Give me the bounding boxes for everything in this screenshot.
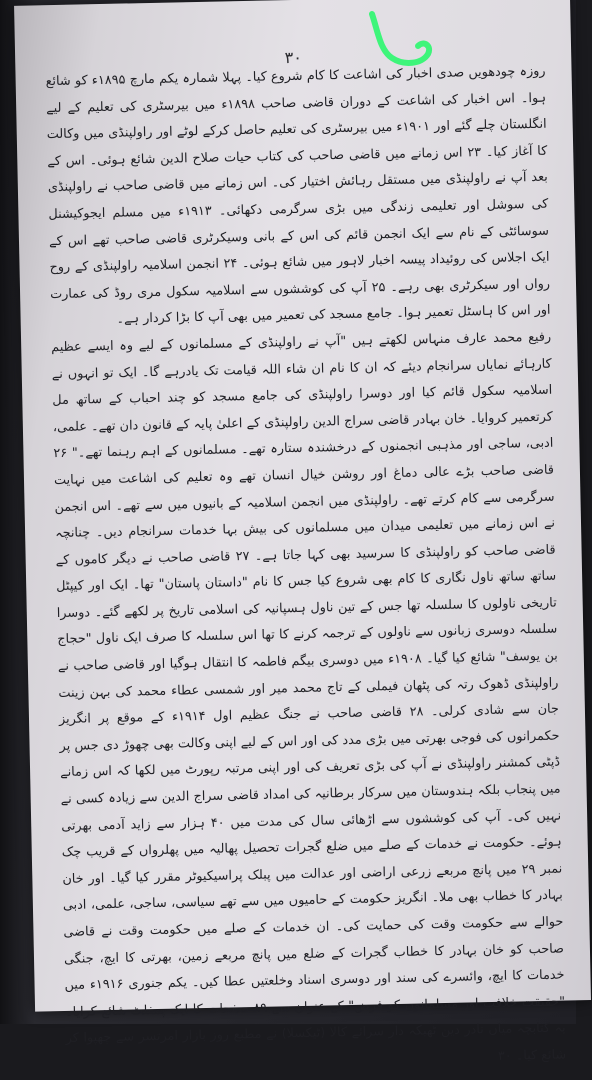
book-page <box>14 0 591 1064</box>
page-number: ۳۰ <box>284 47 302 68</box>
page-body <box>45 59 566 1080</box>
paragraph: روزہ چودھویں صدی اخبار کی اشاعت کا کام شروع کیا۔ پہلا شمارہ یکم مارچ ۱۸۹۵ء کو شائع ہوا۔ اس اخبار کی اشاعت کے دوران قاضی صاحب ۱۸۹۸ء میں بیرسٹری کی تعلیم کے لیے انگلستان چلے گئے اور ۱۹۰۱ء میں بیرسٹری کی تعلیم حاصل کرکے لوٹے اور راولپنڈی میں وکالت کا آغاز کیا۔ ۲۳ اس زمانے میں قاضی صاحب کی کتاب حیات صلاح الدین شائع ہوئی۔ اس کے بعد آپ نے راولپنڈی میں مستقل رہائش اختیار کی۔ اس زمانے میں قاضی صاحب نے راولپنڈی کی سوشل اور تعلیمی زندگی میں بڑی سرگرمی دکھائی۔ ۱۹۱۳ء میں مسلم ایجوکیشنل سوسائٹی کے نام سے ایک انجمن قائم کی اس کے بانی وسیکرٹری قاضی صاحب تھے اس کے ایک اجلاس کی روئیداد پیسہ اخبار لاہور میں شائع ہوئی۔ ۲۴ انجمن اسلامیہ راولپنڈی کے روح رواں اور سیکرٹری بھی رہے۔ ۲۵ آپ کی کوششوں سے اسلامیہ سکول مری روڈ کی عمارت اور اس کا ہاسٹل تعمیر ہوا۔ جامع مسجد کی تعمیر میں بھی آپ کا بڑا کردار ہے۔ <box>45 63 551 328</box>
paragraph: رفیع محمد عارف منہاس لکھتے ہیں "آپ نے راولپنڈی کے مسلمانوں کے لیے وہ ایسے عظیم کارہائے نمایاں سرانجام دیئے کہ ان کا نام ان شاء اللہ قیامت تک یادرہے گا۔ ایک تو انہوں نے اسلامیہ سکول قائم کیا اور دوسرا راولپنڈی کی جامع مسجد کو چند احباب کے ساتھ مل کرتعمیر کروایا۔ خان بہادر قاضی سراج الدین راولپنڈی کے اعلیٰ پایہ کے قانون دان تھے۔ علمی، ادبی، ساجی اور مذہبی انجمنوں کے درخشندہ ستارہ تھے۔ مسلمانوں کے اہم رہنما تھے۔" ۲۶ قاضی صاحب بڑے عالی دماغ اور روشن خیال انسان تھے وہ تعلیم کی اشاعت میں نہایت سرگرمی سے کام کرتے تھے۔ راولپنڈی میں انجمن اسلامیہ کے بانیوں میں سے تھے۔ اس انجمن نے اس زمانے میں تعلیمی میدان میں مسلمانوں کی بیش بہا خدمات سرانجام دیں۔ چنانچہ قاضی صاحب کو راولپنڈی کا سرسید بھی کہا جاتا ہے۔ ۲۷ قاضی صاحب نے دیگر کاموں کے ساتھ ساتھ ناول نگاری کا کام بھی شروع کیا جس کا نام "داستان پاستان" تھا۔ ایک اور کیپٹل تاریخی ناولوں کا سلسلہ تھا جس کے تین ناول ہسپانیہ کی اسلامی تاریخ پر لکھے گئے۔ دوسرا سلسلہ دوسری زبانوں سے ناولوں کے ترجمہ کرنے کا تھا اس سلسلہ کا صرف ایک ناول "حجاج بن یوسف" شائع کیا گیا۔ ۱۹۰۸ء میں دوسری بیگم فاطمہ کا انتقال ہوگیا اور قاضی صاحب نے راولپنڈی ڈھوک رتہ کی پٹھان فیملی کے تاج محمد میر اور شمسی عطاء محمد کی بہن زینت جان سے شادی کرلی۔ ۲۸ قاضی صاحب نے جنگ عظیم اول ۱۹۱۴ء کے موقع پر انگریز حکمرانوں کی فوجی بھرتی میں بڑی مدد کی اور اس کے لیے اپنی وکالت بھی چھوڑ دی جس پر ڈپٹی کمشنر راولپنڈی نے آپ کی بڑی تعریف کی اور اپنی مرتبہ رپورٹ میں لکھا کہ اس زمانے میں پنجاب بلکہ ہندوستان میں سرکار برطانیہ کی امداد قاضی سراج الدین سے زیادہ کسی نے نہیں کی۔ آپ کی کوششوں سے اڑھائی سال کی مدت میں ۴۰ ہزار سے زاید آدمی بھرتی ہوئے۔ حکومت نے خدمات کے صلے میں ضلع گجرات تحصیل پھالیہ میں پھلرواں کے قریب چک نمبر ۲۹ میں پانچ مربعے زرعی اراضی اور عدالت میں پبلک پراسیکیوٹر مقرر کیا گیا۔ اور خان بہادر کا خطاب بھی ملا۔ انگریز حکومت کے حامیوں میں سے تھے سیاسی، ساجی، علمی، ادبی حوالے سے حکومت وقت کی حمایت کی۔ ان خدمات کے صلے میں حکومت وقت نے قاضی صاحب کو خان بہادر کا خطاب گجرات کے ضلع میں پانچ مربعے زمین، بھرتی کا ایچ، جنگی خدمات کا ایچ، وائسرے کی سند اور دوسری اسناد وخلعتیں عطا کیں۔ یکم جنوری ۱۹۱۶ء میں "حقیقت خلافت اور مسلمانوں کو فرض" کے عنوان سے ۸۹ صفحات کا ایک پمفلٹ شائع کرایا۔ یہ کتابچہ میاں نادر دین ٹھیکہ دار سرائے کالا (ٹیکسلا) نے مطبع روز بازار امرتسر سے چھپوا کر شائع کیا۔ ۳۰ <box>51 329 567 1064</box>
green-ink-mark <box>362 4 442 84</box>
